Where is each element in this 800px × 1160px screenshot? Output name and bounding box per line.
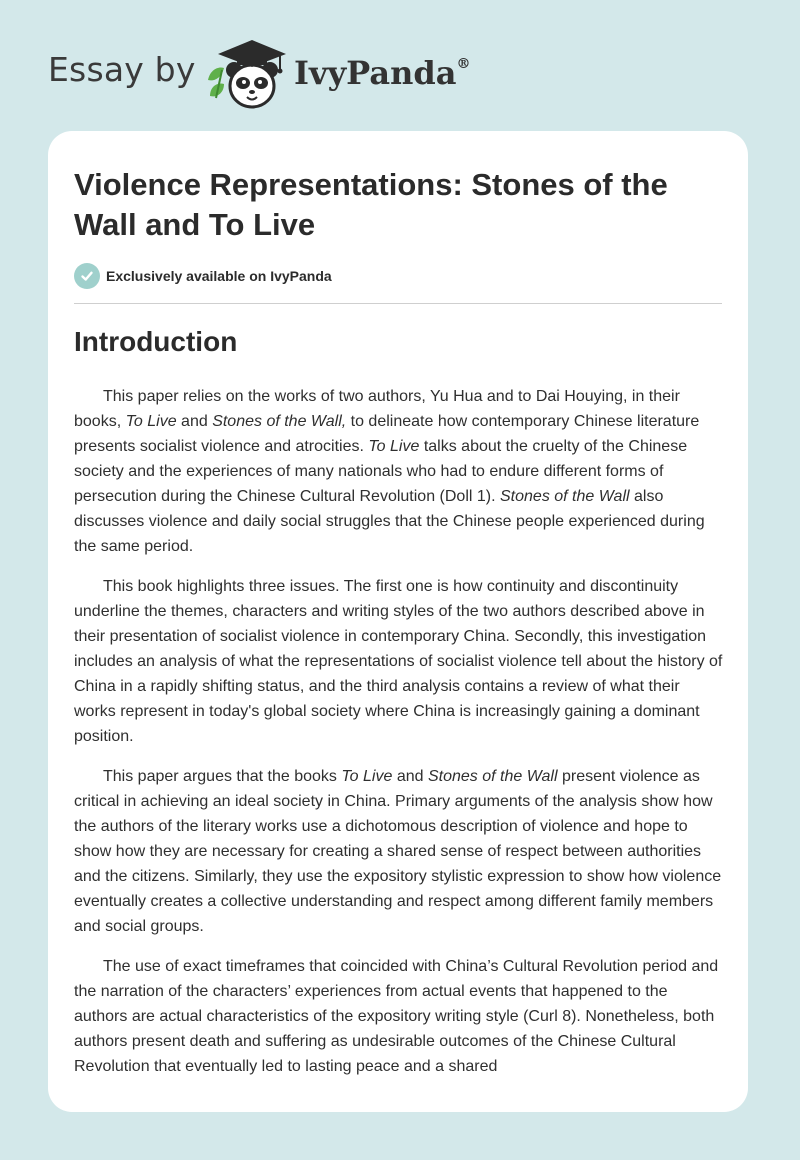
essay-paragraph: [74, 384, 724, 559]
page-title: Violence Representations: Stones of the Wall and To Live: [74, 167, 668, 242]
paragraph-text: This book highlights three issues. The first one is how continuity and discontinuity underline the themes, characters and writing styles of the two authors described above in their presentation of socialist violence in contemporary China. Secondly, this investigation includes an analysis of what the representations of socialist violence tell about the history of China in a rapidly shifting status, and the third analysis contains a review of what their works represent in today's global society where China is increasingly gaining a dominant position.: [74, 578, 723, 745]
book-title-text: To Live: [368, 438, 420, 455]
paragraph-text: This paper relies on the works of two authors, Yu Hua and to Dai Houying, in their books,: [74, 388, 680, 430]
essay-paragraph: [74, 574, 724, 749]
paragraph-text: This paper argues that the books: [103, 768, 342, 785]
paragraph-text: talks about the cruelty of the Chinese society and the experiences of many nationals who had to endure different forms of persecution during the Chinese Cultural Revolution (Doll 1).: [74, 438, 688, 505]
check-icon: [74, 263, 100, 289]
book-title-text: Stones of the Wall: [427, 768, 558, 785]
exclusive-label: Exclusively available on IvyPanda: [106, 268, 332, 284]
exclusive-badge: [74, 263, 332, 289]
paragraph-text: also discusses violence and daily social struggles that the Chinese people experienced during the same period.: [74, 488, 705, 555]
registered-mark: ®: [456, 56, 471, 73]
essay-paragraph: [74, 954, 724, 1079]
book-title-text: Stones of the Wall,: [212, 413, 347, 430]
essay-body: [74, 384, 724, 1094]
panda-logo-icon: [204, 36, 290, 112]
book-title-text: Stones of the Wall: [500, 488, 630, 505]
site-header: [48, 34, 471, 114]
essay-card: [48, 131, 748, 1112]
paragraph-text: to delineate how contemporary Chinese literature presents socialist violence and atrocities.: [74, 413, 700, 455]
essay-by-label: Essay by: [48, 50, 196, 89]
paragraph-text: present violence as critical in achieving an ideal society in China. Primary arguments of the analysis show how the authors of the literary works use a dichotomous description of violence and hope to show how they are necessary for creating a shared sense of respect between authorities and the citizens. Similarly, they use the expository stylistic expression to show how violence eventually creates a collective understanding and respect among different family members and social groups.: [74, 768, 722, 935]
divider: [74, 303, 722, 304]
brand-name[interactable]: IvyPanda®: [294, 54, 471, 92]
section-heading: Introduction: [74, 326, 238, 357]
book-title-text: To Live: [125, 413, 177, 430]
essay-paragraph: [74, 764, 724, 939]
book-title-text: To Live: [341, 768, 393, 785]
paragraph-text: and: [392, 768, 428, 785]
paragraph-text: and: [176, 413, 213, 430]
paragraph-text: The use of exact timeframes that coincided with China’s Cultural Revolution period and the narration of the characters’ experiences from actual events that happened to the authors are actual characteristics of the expository writing style (Curl 8). Nonetheless, both authors present death and suffering as undesirable outcomes of the Chinese Cultural Revolution that eventually led to lasting peace and a shared: [74, 958, 719, 1075]
